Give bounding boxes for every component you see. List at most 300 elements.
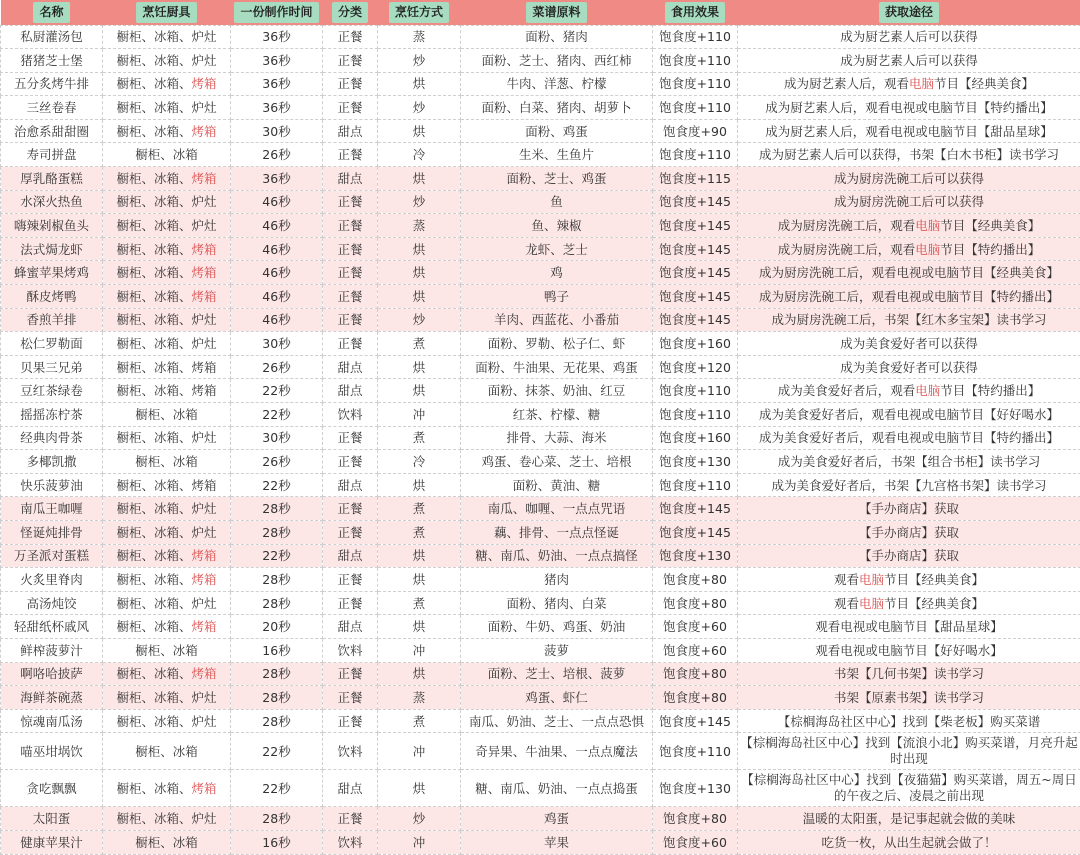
cell-source xyxy=(738,591,1080,615)
cell-ingredients: 面粉、罗勒、松子仁、虾 xyxy=(461,332,653,356)
tools-text: 橱柜、冰箱、炉灶 xyxy=(116,336,216,351)
cell-category: 正餐 xyxy=(323,72,378,96)
cell-category: 饮料 xyxy=(323,638,378,662)
tools-text: 橱柜、冰箱 xyxy=(135,835,198,850)
cell-source xyxy=(738,568,1080,592)
cell-ingredients: 南瓜、咖喱、一点点咒语 xyxy=(461,497,653,521)
cell-time: 30秒 xyxy=(231,426,323,450)
cell-method: 烘 xyxy=(378,568,461,592)
cell-ingredients: 南瓜、奶油、芝士、一点点恐惧 xyxy=(461,709,653,733)
source-text-tail: 节目【经典美食】 xyxy=(934,76,1034,91)
source-text: 成为厨艺素人后，观看 xyxy=(784,76,909,91)
table-row xyxy=(1,568,1080,592)
cell-category: 正餐 xyxy=(323,96,378,120)
cell-name: 厚乳酪蛋糕 xyxy=(1,167,103,191)
cell-category: 甜点 xyxy=(323,544,378,568)
tools-text: 橱柜、冰箱、炉灶 xyxy=(116,194,216,209)
cell-source xyxy=(738,261,1080,285)
tools-highlight: 烤箱 xyxy=(192,76,217,91)
cell-name: 啊咯哈披萨 xyxy=(1,662,103,686)
cell-name: 惊魂南瓜汤 xyxy=(1,709,103,733)
table-row xyxy=(1,733,1080,770)
cell-source xyxy=(738,638,1080,662)
cell-effect: 饱食度+120 xyxy=(653,355,738,379)
source-highlight: 电脑 xyxy=(915,218,940,233)
tools-text: 橱柜、冰箱 xyxy=(135,454,198,469)
table-row xyxy=(1,237,1080,261)
cell-tools xyxy=(103,709,231,733)
cell-tools xyxy=(103,25,231,49)
cell-category: 甜点 xyxy=(323,379,378,403)
cell-tools xyxy=(103,214,231,238)
cell-source xyxy=(738,662,1080,686)
header-category: 分类 xyxy=(323,0,378,25)
cell-category: 甜点 xyxy=(323,615,378,639)
cell-source xyxy=(738,450,1080,474)
tools-text: 橱柜、冰箱、 xyxy=(116,572,191,587)
cell-time: 20秒 xyxy=(231,615,323,639)
table-row xyxy=(1,403,1080,427)
cell-tools xyxy=(103,190,231,214)
cell-tools xyxy=(103,261,231,285)
source-text: 成为美食爱好者可以获得 xyxy=(840,336,978,351)
cell-category: 正餐 xyxy=(323,497,378,521)
cell-ingredients: 面粉、猪肉、白菜 xyxy=(461,591,653,615)
cell-time: 22秒 xyxy=(231,544,323,568)
cell-method: 炒 xyxy=(378,96,461,120)
cell-method: 煮 xyxy=(378,591,461,615)
cell-effect: 饱食度+80 xyxy=(653,568,738,592)
cell-category: 正餐 xyxy=(323,662,378,686)
table-row xyxy=(1,167,1080,191)
table-row xyxy=(1,662,1080,686)
source-text: 成为厨房洗碗工后，书架【红木多宝架】读书学习 xyxy=(771,312,1046,327)
table-row xyxy=(1,450,1080,474)
cell-method: 炒 xyxy=(378,49,461,73)
table-row xyxy=(1,686,1080,710)
tools-text: 橱柜、冰箱、炉灶 xyxy=(116,430,216,445)
cell-ingredients: 生米、生鱼片 xyxy=(461,143,653,167)
tools-text: 橱柜、冰箱、炉灶 xyxy=(116,312,216,327)
cell-time: 28秒 xyxy=(231,662,323,686)
tools-text: 橱柜、冰箱、炉灶 xyxy=(116,596,216,611)
header-time: 一份制作时间 xyxy=(231,0,323,25)
cell-time: 28秒 xyxy=(231,520,323,544)
table-row xyxy=(1,591,1080,615)
source-text: 成为厨艺素人后可以获得，书架【白木书柜】读书学习 xyxy=(759,147,1059,162)
tools-text: 橱柜、冰箱、烤箱 xyxy=(116,478,216,493)
tools-highlight: 烤箱 xyxy=(192,666,217,681)
cell-effect: 饱食度+110 xyxy=(653,25,738,49)
cell-time: 30秒 xyxy=(231,332,323,356)
cell-time: 46秒 xyxy=(231,261,323,285)
cell-source xyxy=(738,332,1080,356)
cell-effect: 饱食度+145 xyxy=(653,261,738,285)
cell-source xyxy=(738,686,1080,710)
source-text: 成为厨艺素人后可以获得 xyxy=(840,29,978,44)
cell-ingredients: 红茶、柠檬、糖 xyxy=(461,403,653,427)
cell-source xyxy=(738,285,1080,309)
cell-effect: 饱食度+160 xyxy=(653,332,738,356)
cell-ingredients: 面粉、白菜、猪肉、胡萝卜 xyxy=(461,96,653,120)
cell-method: 煮 xyxy=(378,426,461,450)
cell-time: 22秒 xyxy=(231,403,323,427)
cell-time: 30秒 xyxy=(231,119,323,143)
cell-time: 28秒 xyxy=(231,568,323,592)
source-highlight: 电脑 xyxy=(909,76,934,91)
tools-text: 橱柜、冰箱 xyxy=(135,744,198,759)
cell-name: 蜂蜜苹果烤鸡 xyxy=(1,261,103,285)
cell-method: 烘 xyxy=(378,167,461,191)
cell-name: 私厨灌汤包 xyxy=(1,25,103,49)
source-text-tail: 节目【经典美食】 xyxy=(884,596,984,611)
source-text: 【棕榈海岛社区中心】找到【流浪小北】购买菜谱，月亮升起时出现 xyxy=(740,735,1078,766)
cell-source xyxy=(738,403,1080,427)
cell-source xyxy=(738,497,1080,521)
cell-name: 水深火热鱼 xyxy=(1,190,103,214)
cell-effect: 饱食度+110 xyxy=(653,96,738,120)
cell-method: 蒸 xyxy=(378,686,461,710)
cell-category: 正餐 xyxy=(323,237,378,261)
cell-tools xyxy=(103,72,231,96)
cell-ingredients: 鸡蛋、虾仁 xyxy=(461,686,653,710)
table-row xyxy=(1,473,1080,497)
cell-name: 怪诞炖排骨 xyxy=(1,520,103,544)
cell-effect: 饱食度+145 xyxy=(653,520,738,544)
tools-text: 橱柜、冰箱、 xyxy=(116,781,191,796)
source-text: 观看电视或电脑节目【好好喝水】 xyxy=(815,643,1003,658)
cell-tools xyxy=(103,379,231,403)
cell-tools xyxy=(103,167,231,191)
source-highlight: 电脑 xyxy=(915,242,940,257)
cell-category: 正餐 xyxy=(323,709,378,733)
cell-tools xyxy=(103,733,231,770)
cell-ingredients: 牛肉、洋葱、柠檬 xyxy=(461,72,653,96)
cell-ingredients: 面粉、鸡蛋 xyxy=(461,119,653,143)
cell-ingredients: 面粉、猪肉 xyxy=(461,25,653,49)
cell-method: 冲 xyxy=(378,733,461,770)
source-text: 成为美食爱好者后，观看电视或电脑节目【好好喝水】 xyxy=(759,407,1059,422)
table-row xyxy=(1,143,1080,167)
cell-method: 烘 xyxy=(378,355,461,379)
cell-category: 饮料 xyxy=(323,733,378,770)
cell-category: 正餐 xyxy=(323,261,378,285)
table-row xyxy=(1,72,1080,96)
source-text: 成为厨房洗碗工后，观看 xyxy=(778,242,916,257)
cell-effect: 饱食度+145 xyxy=(653,190,738,214)
source-text: 成为厨艺素人后，观看电视或电脑节目【特约播出】 xyxy=(765,100,1053,115)
source-text: 成为厨房洗碗工后，观看电视或电脑节目【经典美食】 xyxy=(759,265,1059,280)
table-header xyxy=(1,0,1080,25)
table-row xyxy=(1,308,1080,332)
tools-text: 橱柜、冰箱、烤箱 xyxy=(116,360,216,375)
cell-effect: 饱食度+130 xyxy=(653,544,738,568)
cell-time: 16秒 xyxy=(231,830,323,854)
tools-text: 橱柜、冰箱 xyxy=(135,407,198,422)
cell-ingredients: 鱼 xyxy=(461,190,653,214)
cell-method: 烘 xyxy=(378,615,461,639)
table-row xyxy=(1,544,1080,568)
cell-method: 烘 xyxy=(378,473,461,497)
table-row xyxy=(1,261,1080,285)
cell-name: 多椰凯撒 xyxy=(1,450,103,474)
source-text: 吃货一枚，从出生起就会做了！ xyxy=(821,835,996,850)
cell-tools xyxy=(103,355,231,379)
source-text-tail: 节目【经典美食】 xyxy=(884,572,984,587)
cell-name: 嗨辣剁椒鱼头 xyxy=(1,214,103,238)
tools-text: 橱柜、冰箱、炉灶 xyxy=(116,690,216,705)
cell-method: 烘 xyxy=(378,261,461,285)
tools-text: 橱柜、冰箱、 xyxy=(116,265,191,280)
cell-source xyxy=(738,544,1080,568)
cell-source xyxy=(738,770,1080,807)
cell-source xyxy=(738,119,1080,143)
cell-category: 饮料 xyxy=(323,830,378,854)
cell-name: 香煎羊排 xyxy=(1,308,103,332)
cell-ingredients: 羊肉、西蓝花、小番茄 xyxy=(461,308,653,332)
source-text: 书架【几何书架】读书学习 xyxy=(834,666,984,681)
cell-source xyxy=(738,733,1080,770)
cell-tools xyxy=(103,615,231,639)
cell-ingredients: 鸡蛋 xyxy=(461,807,653,831)
table-row xyxy=(1,214,1080,238)
cell-ingredients: 鸡 xyxy=(461,261,653,285)
table-row xyxy=(1,119,1080,143)
cell-time: 36秒 xyxy=(231,49,323,73)
source-highlight: 电脑 xyxy=(859,572,884,587)
cell-effect: 饱食度+145 xyxy=(653,709,738,733)
table-row xyxy=(1,379,1080,403)
tools-highlight: 烤箱 xyxy=(192,289,217,304)
cell-time: 22秒 xyxy=(231,733,323,770)
header-tools: 烹饪厨具 xyxy=(103,0,231,25)
cell-category: 甜点 xyxy=(323,355,378,379)
cell-effect: 饱食度+130 xyxy=(653,770,738,807)
cell-ingredients: 猪肉 xyxy=(461,568,653,592)
tools-text: 橱柜、冰箱、 xyxy=(116,76,191,91)
cell-source xyxy=(738,49,1080,73)
cell-ingredients: 苹果 xyxy=(461,830,653,854)
cell-source xyxy=(738,379,1080,403)
tools-text: 橱柜、冰箱、炉灶 xyxy=(116,29,216,44)
tools-highlight: 烤箱 xyxy=(192,171,217,186)
cell-time: 26秒 xyxy=(231,450,323,474)
cell-ingredients: 面粉、牛油果、无花果、鸡蛋 xyxy=(461,355,653,379)
cell-method: 烘 xyxy=(378,119,461,143)
cell-time: 28秒 xyxy=(231,497,323,521)
cell-method: 烘 xyxy=(378,379,461,403)
tools-text: 橱柜、冰箱、 xyxy=(116,619,191,634)
cell-source xyxy=(738,143,1080,167)
cell-name: 万圣派对蛋糕 xyxy=(1,544,103,568)
cell-tools xyxy=(103,426,231,450)
source-text: 【手办商店】获取 xyxy=(859,525,959,540)
source-text: 观看 xyxy=(834,596,859,611)
cell-time: 22秒 xyxy=(231,379,323,403)
tools-text: 橱柜、冰箱、炉灶 xyxy=(116,525,216,540)
table-row xyxy=(1,285,1080,309)
cell-source xyxy=(738,473,1080,497)
cell-time: 36秒 xyxy=(231,96,323,120)
cell-source xyxy=(738,96,1080,120)
cell-ingredients: 面粉、黄油、糖 xyxy=(461,473,653,497)
cell-ingredients: 鸭子 xyxy=(461,285,653,309)
cell-time: 22秒 xyxy=(231,473,323,497)
cell-category: 正餐 xyxy=(323,190,378,214)
cell-name: 贪吃飘飘 xyxy=(1,770,103,807)
table-row xyxy=(1,355,1080,379)
cell-name: 贝果三兄弟 xyxy=(1,355,103,379)
cell-effect: 饱食度+110 xyxy=(653,733,738,770)
cell-tools xyxy=(103,96,231,120)
cell-time: 28秒 xyxy=(231,709,323,733)
tools-text: 橱柜、冰箱、炉灶 xyxy=(116,811,216,826)
source-text: 成为厨房洗碗工后，观看 xyxy=(778,218,916,233)
table-body xyxy=(1,25,1080,854)
cell-name: 猪猪芝士堡 xyxy=(1,49,103,73)
cell-category: 正餐 xyxy=(323,214,378,238)
cell-name: 法式焗龙虾 xyxy=(1,237,103,261)
cell-method: 煮 xyxy=(378,332,461,356)
cell-category: 正餐 xyxy=(323,49,378,73)
table-row xyxy=(1,807,1080,831)
cell-effect: 饱食度+145 xyxy=(653,214,738,238)
header-effect: 食用效果 xyxy=(653,0,738,25)
cell-method: 冲 xyxy=(378,403,461,427)
cell-effect: 饱食度+110 xyxy=(653,473,738,497)
source-text: 成为美食爱好者后，观看 xyxy=(778,383,916,398)
cell-name: 鲜榨菠萝汁 xyxy=(1,638,103,662)
cell-tools xyxy=(103,807,231,831)
cell-tools xyxy=(103,662,231,686)
cell-name: 摇摇冻柠茶 xyxy=(1,403,103,427)
cell-time: 46秒 xyxy=(231,190,323,214)
table-row xyxy=(1,520,1080,544)
tools-text: 橱柜、冰箱、炉灶 xyxy=(116,53,216,68)
table-row xyxy=(1,497,1080,521)
cell-effect: 饱食度+145 xyxy=(653,497,738,521)
cell-source xyxy=(738,167,1080,191)
cell-ingredients: 龙虾、芝士 xyxy=(461,237,653,261)
header-method: 烹饪方式 xyxy=(378,0,461,25)
cell-effect: 饱食度+110 xyxy=(653,403,738,427)
cell-tools xyxy=(103,544,231,568)
cell-name: 三丝卷春 xyxy=(1,96,103,120)
source-text: 书架【原素书架】读书学习 xyxy=(834,690,984,705)
cell-effect: 饱食度+110 xyxy=(653,72,738,96)
cell-ingredients: 鸡蛋、卷心菜、芝士、培根 xyxy=(461,450,653,474)
cell-name: 火炙里脊肉 xyxy=(1,568,103,592)
cell-name: 健康苹果汁 xyxy=(1,830,103,854)
cell-method: 冲 xyxy=(378,830,461,854)
cell-tools xyxy=(103,332,231,356)
cell-tools xyxy=(103,119,231,143)
cell-name: 轻甜纸杯戚风 xyxy=(1,615,103,639)
tools-text: 橱柜、冰箱、 xyxy=(116,666,191,681)
cell-effect: 饱食度+80 xyxy=(653,807,738,831)
cell-source xyxy=(738,709,1080,733)
cell-tools xyxy=(103,591,231,615)
cell-source xyxy=(738,25,1080,49)
cell-time: 46秒 xyxy=(231,308,323,332)
tools-text: 橱柜、冰箱、 xyxy=(116,548,191,563)
source-text: 观看 xyxy=(834,572,859,587)
source-text: 成为美食爱好者可以获得 xyxy=(840,360,978,375)
table-row xyxy=(1,96,1080,120)
tools-text: 橱柜、冰箱 xyxy=(135,643,198,658)
cell-category: 正餐 xyxy=(323,686,378,710)
cell-method: 烘 xyxy=(378,770,461,807)
cell-effect: 饱食度+130 xyxy=(653,450,738,474)
cell-category: 甜点 xyxy=(323,119,378,143)
cell-category: 正餐 xyxy=(323,520,378,544)
cell-category: 正餐 xyxy=(323,450,378,474)
cell-method: 烘 xyxy=(378,237,461,261)
cell-time: 28秒 xyxy=(231,807,323,831)
table-row xyxy=(1,49,1080,73)
cell-method: 冷 xyxy=(378,450,461,474)
cell-source xyxy=(738,308,1080,332)
cell-name: 寿司拼盘 xyxy=(1,143,103,167)
cell-tools xyxy=(103,308,231,332)
cell-effect: 饱食度+110 xyxy=(653,379,738,403)
cell-time: 36秒 xyxy=(231,72,323,96)
cell-effect: 饱食度+60 xyxy=(653,615,738,639)
cell-category: 甜点 xyxy=(323,473,378,497)
cell-effect: 饱食度+110 xyxy=(653,143,738,167)
tools-highlight: 烤箱 xyxy=(192,548,217,563)
source-text: 观看电视或电脑节目【甜品星球】 xyxy=(815,619,1003,634)
cell-time: 28秒 xyxy=(231,686,323,710)
cell-ingredients: 面粉、牛奶、鸡蛋、奶油 xyxy=(461,615,653,639)
table-row xyxy=(1,638,1080,662)
source-text: 【棕榈海岛社区中心】找到【夜猫猫】购买菜谱，周五~周日的午夜之后、凌晨之前出现 xyxy=(741,772,1076,803)
cell-ingredients: 糖、南瓜、奶油、一点点搞怪 xyxy=(461,544,653,568)
tools-text: 橱柜、冰箱、 xyxy=(116,242,191,257)
tools-text: 橱柜、冰箱、炉灶 xyxy=(116,100,216,115)
cell-method: 烘 xyxy=(378,285,461,309)
table-row xyxy=(1,615,1080,639)
cell-category: 正餐 xyxy=(323,807,378,831)
cell-category: 正餐 xyxy=(323,426,378,450)
cell-tools xyxy=(103,497,231,521)
source-text: 成为美食爱好者后，书架【组合书柜】读书学习 xyxy=(778,454,1041,469)
source-text: 【手办商店】获取 xyxy=(859,501,959,516)
tools-text: 橱柜、冰箱、 xyxy=(116,171,191,186)
table-row xyxy=(1,830,1080,854)
cell-name: 治愈系甜甜圈 xyxy=(1,119,103,143)
cell-effect: 饱食度+80 xyxy=(653,591,738,615)
cell-tools xyxy=(103,285,231,309)
source-text: 【棕榈海岛社区中心】找到【柴老板】购买菜谱 xyxy=(778,714,1041,729)
cell-name: 酥皮烤鸭 xyxy=(1,285,103,309)
cell-source xyxy=(738,426,1080,450)
cell-effect: 饱食度+145 xyxy=(653,308,738,332)
cell-name: 豆红茶绿卷 xyxy=(1,379,103,403)
cell-tools xyxy=(103,143,231,167)
cell-tools xyxy=(103,237,231,261)
tools-text: 橱柜、冰箱、 xyxy=(116,124,191,139)
tools-text: 橱柜、冰箱、炉灶 xyxy=(116,218,216,233)
cell-tools xyxy=(103,450,231,474)
cell-effect: 饱食度+115 xyxy=(653,167,738,191)
tools-highlight: 烤箱 xyxy=(192,265,217,280)
cell-time: 46秒 xyxy=(231,237,323,261)
cell-method: 冲 xyxy=(378,638,461,662)
table-row xyxy=(1,332,1080,356)
source-text: 【手办商店】获取 xyxy=(859,548,959,563)
cell-name: 经典肉骨茶 xyxy=(1,426,103,450)
